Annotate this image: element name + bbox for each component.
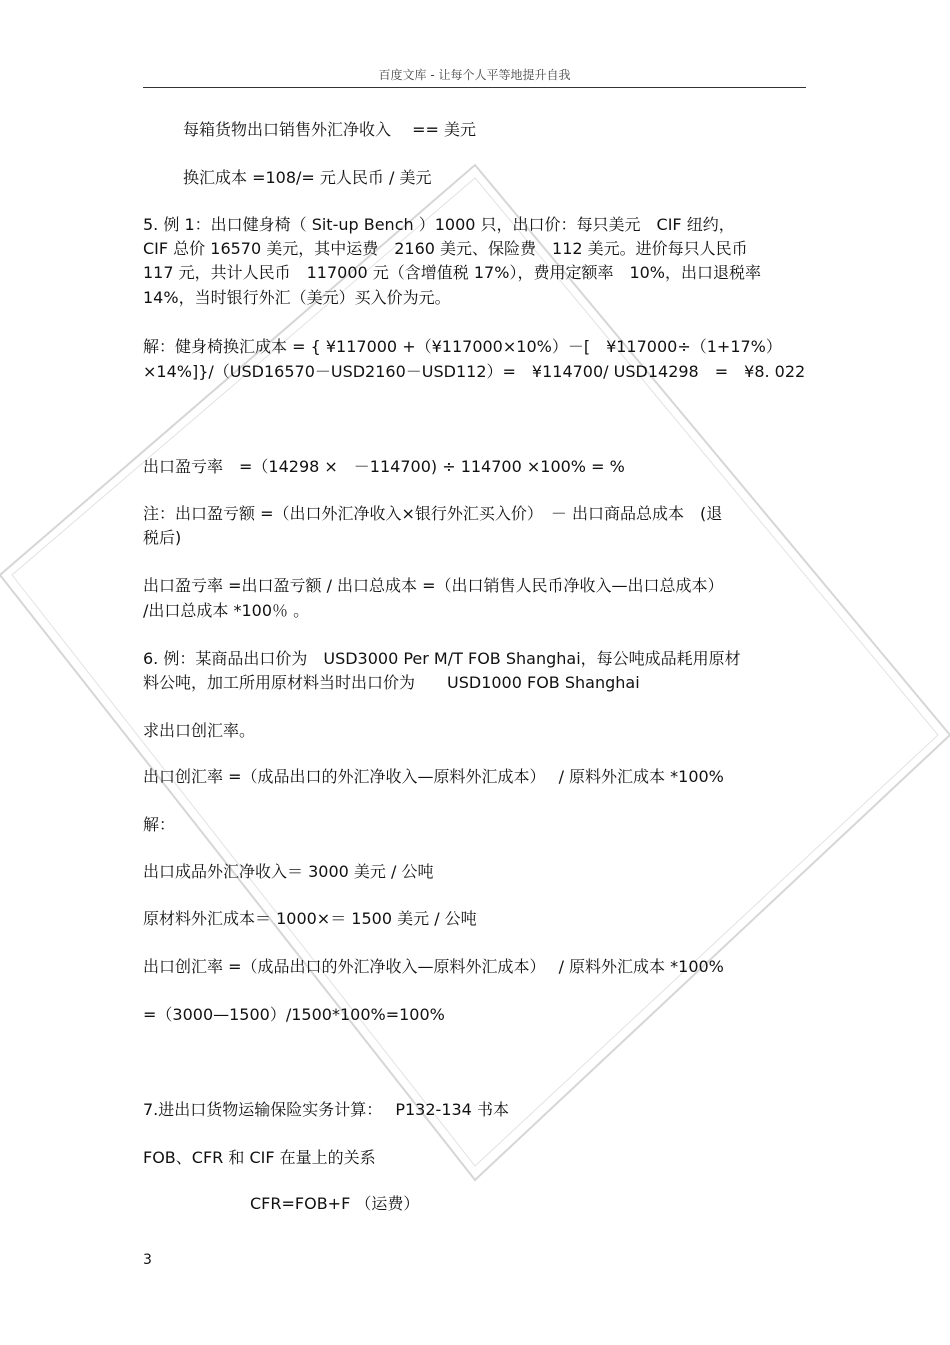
text-line-4: CIF 总价 16570 美元，其中运费 2160 美元、保险费 112 美元。进价每只人民币 bbox=[143, 239, 748, 258]
page-header: 百度文库 - 让每个人平等地提升自我 bbox=[378, 68, 571, 82]
text-line-16: 求出口创汇率。 bbox=[143, 721, 256, 740]
text-line-12: 出口盈亏率 =出口盈亏额 / 出口总成本 =（出口销售人民币净收入—出口总成本） bbox=[143, 576, 724, 595]
text-line-20: 原材料外汇成本＝ 1000×＝ 1500 美元 / 公吨 bbox=[143, 909, 477, 928]
text-line-14: 6. 例：某商品出口价为 USD3000 Per M/T FOB Shanghai，每公吨成品耗用原材 bbox=[143, 649, 741, 668]
text-line-2: 换汇成本 =108/= 元人民币 / 美元 bbox=[183, 168, 432, 187]
text-line-24: FOB、CFR 和 CIF 在量上的关系 bbox=[143, 1148, 376, 1167]
text-line-1: 每箱货物出口销售外汇净收入 == 美元 bbox=[183, 120, 476, 139]
text-line-22: =（3000—1500）/1500*100%=100% bbox=[143, 1005, 445, 1024]
text-line-18: 解： bbox=[143, 815, 176, 834]
text-line-17: 出口创汇率 =（成品出口的外汇净收入—原料外汇成本） / 原料外汇成本 *100% bbox=[143, 767, 724, 786]
text-line-5: 117 元，共计人民币 117000 元（含增值税 17%），费用定额率 10%，出口退税率 bbox=[143, 263, 762, 282]
text-line-19: 出口成品外汇净收入＝ 3000 美元 / 公吨 bbox=[143, 862, 434, 881]
text-line-8: ×14%]}/（USD16570－USD2160－USD112）= ¥114700/ USD14298 = ¥8. 022 bbox=[143, 362, 806, 381]
text-line-13: /出口总成本 *100％ 。 bbox=[143, 601, 310, 620]
text-line-15: 料公吨，加工所用原材料当时出口价为 USD1000 FOB Shanghai bbox=[143, 673, 640, 692]
text-line-21: 出口创汇率 =（成品出口的外汇净收入—原料外汇成本） / 原料外汇成本 *100% bbox=[143, 957, 724, 976]
text-line-10: 注：出口盈亏额 =（出口外汇净收入×银行外汇买入价） － 出口商品总成本 (退 bbox=[143, 504, 723, 523]
header-divider bbox=[143, 87, 806, 88]
text-line-23: 7.进出口货物运输保险实务计算： P132-134 书本 bbox=[143, 1100, 509, 1119]
text-line-9: 出口盈亏率 =（14298 × －114700) ÷ 114700 ×100% = % bbox=[143, 457, 625, 476]
text-line-3: 5. 例 1：出口健身椅（ Sit-up Bench ）1000 只，出口价：每只美元 CIF 纽约， bbox=[143, 215, 735, 234]
page-number: 3 bbox=[143, 1252, 152, 1268]
text-line-7: 解：健身椅换汇成本 = { ¥117000 +（¥117000×10%）－[ ¥117000÷（1+17%） bbox=[143, 337, 782, 356]
text-line-25: CFR=FOB+F （运费） bbox=[250, 1194, 420, 1213]
text-line-11: 税后) bbox=[143, 528, 182, 547]
text-line-6: 14%，当时银行外汇（美元）买入价为元。 bbox=[143, 288, 451, 307]
